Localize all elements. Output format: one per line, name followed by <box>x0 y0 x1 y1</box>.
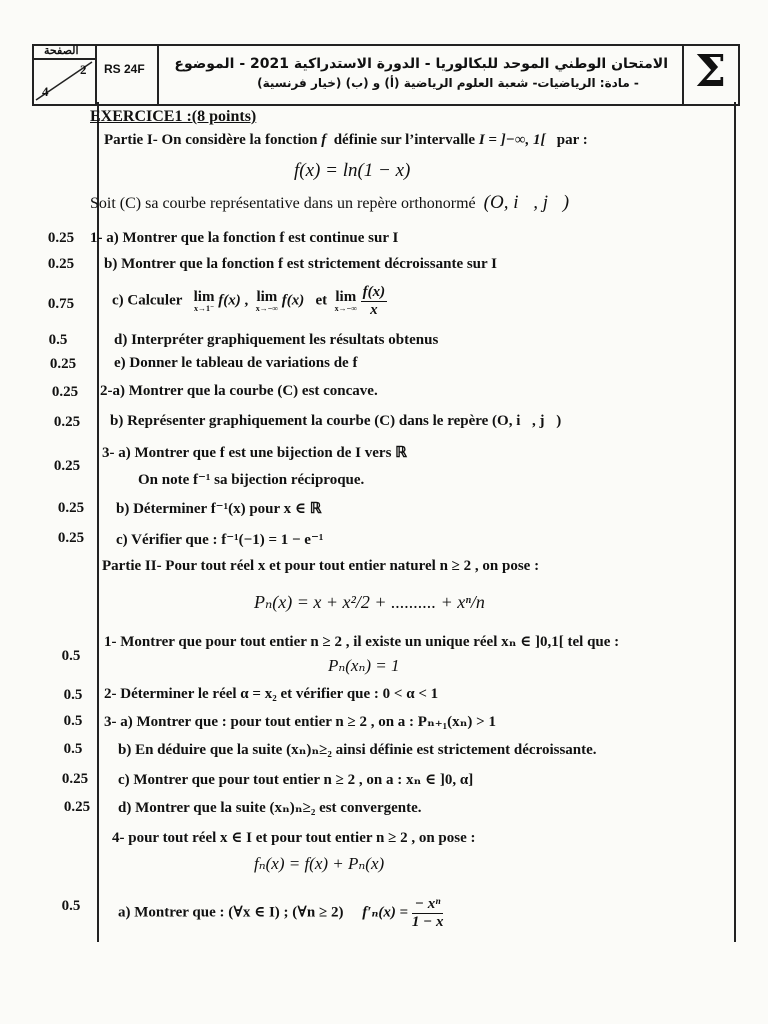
points-column-divider <box>97 102 99 942</box>
pn-equation: Pₙ(xₙ) = 1 <box>328 656 400 675</box>
question-2a: 2-a) Montrer que la courbe (C) est concave. <box>100 383 378 399</box>
points-value: 0.25 <box>63 799 91 815</box>
points-value: 0.5 <box>48 332 68 348</box>
part1-intro: Partie I- On considère la fonction f définie sur l’intervalle I = ]−∞, 1[ par : <box>104 132 588 148</box>
exercise-title: EXERCICE1 :(8 points) <box>90 108 257 125</box>
question-1e: e) Donner le tableau de variations de f <box>114 355 358 371</box>
page-label: الصفحة <box>44 45 79 57</box>
question-2b: b) Représenter graphiquement la courbe (C) dans le repère (O, i⃗, j⃗) <box>110 413 562 429</box>
question-3b: b) Déterminer f⁻¹(x) pour x ∈ ℝ <box>116 501 322 517</box>
question-ii-1: 1- Montrer que pour tout entier n ≥ 2 , il existe un unique réel xₙ ∈ ]0,1[ tel que : <box>104 634 620 650</box>
header-divider <box>95 44 97 104</box>
header-title: الامتحان الوطني الموحد للبكالوريا - الدورة الاستدراكية 2021 - الموضوع <box>174 56 668 72</box>
question-3a: 3- a) Montrer que f est une bijection de I vers ℝ <box>102 445 408 461</box>
header-subtitle: - مادة: الرياضيات- شعبة العلوم الرياضية (أ) و (ب) (خيار فرنسية) <box>257 76 639 90</box>
points-value: 0.25 <box>57 500 85 516</box>
exam-code: RS 24F <box>104 62 145 76</box>
question-1c: c) Calculer lim x→1⁻ f(x) , lim x→−∞ f(x) et lim x→−∞ $\frac{f(x)}{x}$ <box>112 284 386 318</box>
points-value: 0.25 <box>47 230 75 246</box>
page-total: 4 <box>42 84 49 99</box>
question-1b: b) Montrer que la fonction f est strictement décroissante sur I <box>104 256 498 272</box>
question-ii-3d: d) Montrer que la suite (xₙ)ₙ≥₂ est convergente. <box>118 800 422 816</box>
points-value: 0.25 <box>53 414 81 430</box>
question-ii-4a: a) Montrer que : (∀x ∈ I) ; (∀n ≥ 2) f′ₙ(x) = $\frac{\text{− xⁿ}}{1 - x}$ <box>118 896 444 930</box>
right-border <box>734 102 736 942</box>
question-3a-note: On note f⁻¹ sa bijection réciproque. <box>138 472 365 488</box>
points-value: 0.5 <box>61 648 81 664</box>
points-value: 0.25 <box>47 256 75 272</box>
pn-definition: Pₙ(x) = x + x²/2 + .......... + xⁿ/n <box>254 592 485 612</box>
fn-definition: fₙ(x) = f(x) + Pₙ(x) <box>254 854 385 873</box>
question-ii-3a: 3- a) Montrer que : pour tout entier n ≥ 2 , on a : Pₙ₊₁(xₙ) > 1 <box>104 714 496 730</box>
question-ii-3b: b) En déduire que la suite (xₙ)ₙ≥₂ ainsi définie est strictement décroissante. <box>118 742 597 758</box>
points-value: 0.25 <box>61 771 89 787</box>
header-divider <box>682 44 684 104</box>
points-value: 0.5 <box>61 898 81 914</box>
page-number: 2 <box>80 62 87 77</box>
question-ii-4: 4- pour tout réel x ∈ I et pour tout entier n ≥ 2 , on pose : <box>112 830 476 846</box>
header-divider <box>157 44 159 104</box>
curve-sentence: Soit (C) sa courbe représentative dans un repère orthonormé (O, i⃗, j⃗) <box>90 192 570 213</box>
points-value: 0.25 <box>53 458 81 474</box>
points-value: 0.25 <box>51 384 79 400</box>
points-value: 0.25 <box>57 530 85 546</box>
question-1a: 1- a) Montrer que la fonction f est continue sur I <box>90 230 399 246</box>
function-definition: f(x) = ln(1 − x) <box>294 160 411 181</box>
points-value: 0.5 <box>63 713 83 729</box>
part2-intro: Partie II- Pour tout réel x et pour tout entier naturel n ≥ 2 , on pose : <box>102 558 540 574</box>
points-value: 0.5 <box>63 687 83 703</box>
points-value: 0.5 <box>63 741 83 757</box>
question-1d: d) Interpréter graphiquement les résultats obtenus <box>114 332 439 348</box>
question-ii-2: 2- Déterminer le réel α = x₂ et vérifier que : 0 < α < 1 <box>104 686 439 702</box>
points-value: 0.75 <box>47 296 75 312</box>
sigma-icon: Σ <box>695 46 727 97</box>
question-ii-3c: c) Montrer que pour tout entier n ≥ 2 , on a : xₙ ∈ ]0, α] <box>118 772 474 788</box>
question-3c: c) Vérifier que : f⁻¹(−1) = 1 − e⁻¹ <box>116 532 324 548</box>
points-value: 0.25 <box>49 356 77 372</box>
